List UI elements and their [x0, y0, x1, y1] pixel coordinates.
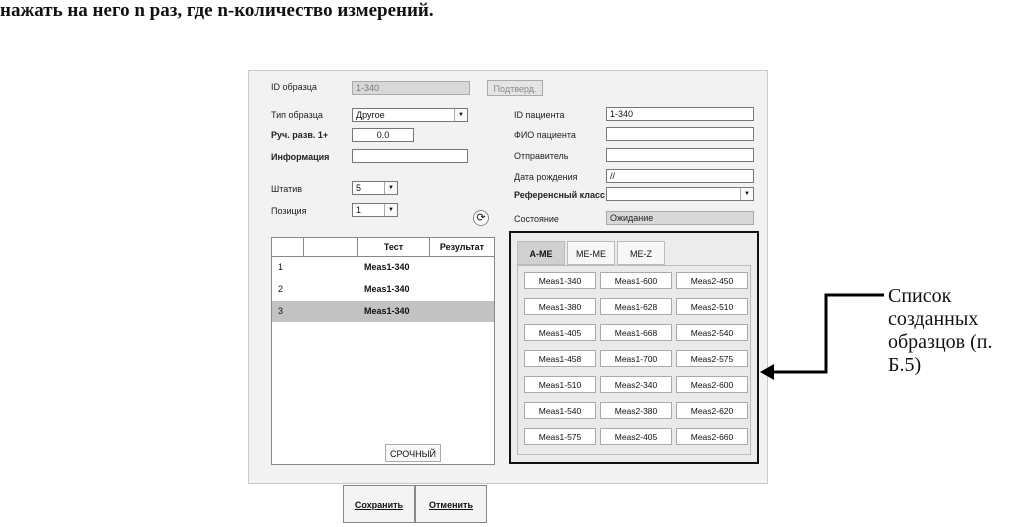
meas-button[interactable]: Meas1-575: [524, 428, 596, 445]
patient-name-label: ФИО пациента: [514, 130, 576, 140]
meas-button[interactable]: Meas2-575: [676, 350, 748, 367]
chevron-down-icon: ▼: [454, 109, 467, 121]
cancel-button[interactable]: Отменить: [415, 485, 487, 523]
annotation-text: [888, 285, 992, 377]
sample-type-value: Другое: [356, 110, 385, 120]
row-test: Meas1-340: [364, 284, 410, 294]
save-button[interactable]: Сохранить: [343, 485, 415, 523]
annotation-line: образцов (п.: [888, 331, 993, 353]
table-header-result: Результат: [439, 242, 485, 252]
table-header-test: Тест: [358, 238, 430, 256]
confirm-button[interactable]: Подтверд.: [487, 80, 543, 96]
row-test: Meas1-340: [364, 262, 410, 272]
tab-a-me[interactable]: A-ME: [517, 241, 565, 265]
tab-me-z[interactable]: ME-Z: [617, 241, 665, 265]
sender-label: Отправитель: [514, 151, 569, 161]
chevron-down-icon: ▼: [740, 188, 753, 200]
manual-dil-label: Руч. разв. 1+: [271, 130, 329, 140]
position-label: Позиция: [271, 206, 307, 216]
chevron-down-icon: ▼: [384, 204, 397, 216]
meas-button[interactable]: Meas2-540: [676, 324, 748, 341]
info-label: Информация: [271, 152, 330, 162]
tab-me-me[interactable]: ME-ME: [567, 241, 615, 265]
patient-id-field[interactable]: 1-340: [606, 107, 754, 121]
meas-button[interactable]: Meas1-340: [524, 272, 596, 289]
chevron-down-icon: ▼: [384, 182, 397, 194]
birth-date-field[interactable]: //: [606, 169, 754, 183]
meas-button[interactable]: Meas1-405: [524, 324, 596, 341]
ref-class-label: Референсный класс: [514, 190, 605, 200]
patient-id-label: ID пациента: [514, 110, 565, 120]
meas-button[interactable]: Meas2-660: [676, 428, 748, 445]
birth-date-label: Дата рождения: [514, 172, 578, 182]
meas-button[interactable]: Meas2-600: [676, 376, 748, 393]
sample-id-label: ID образца: [271, 82, 317, 92]
meas-button[interactable]: Meas2-340: [600, 376, 672, 393]
row-test: Meas1-340: [364, 306, 410, 316]
meas-button[interactable]: Meas1-668: [600, 324, 672, 341]
urgent-button[interactable]: СРОЧНЫЙ: [385, 444, 441, 462]
meas-button[interactable]: Meas2-380: [600, 402, 672, 419]
position-value: 1: [356, 205, 362, 215]
annotation-line: Б.5): [888, 354, 922, 376]
state-label: Состояние: [514, 214, 559, 224]
meas-button[interactable]: Meas1-458: [524, 350, 596, 367]
meas-button[interactable]: Meas1-600: [600, 272, 672, 289]
manual-dil-field[interactable]: 0.0: [352, 128, 414, 142]
annotation-line: Список: [888, 285, 952, 307]
rack-label: Штатив: [271, 184, 303, 194]
meas-button[interactable]: Meas1-628: [600, 298, 672, 315]
meas-button[interactable]: Meas2-450: [676, 272, 748, 289]
meas-button[interactable]: Meas1-510: [524, 376, 596, 393]
meas-button[interactable]: Meas2-510: [676, 298, 748, 315]
meas-button[interactable]: Meas1-380: [524, 298, 596, 315]
annotation-line: созданных: [888, 308, 979, 330]
row-number: 3: [278, 306, 284, 316]
rack-value: 5: [356, 183, 362, 193]
meas-button[interactable]: Meas2-405: [600, 428, 672, 445]
sample-id-field[interactable]: 1-340: [352, 81, 470, 95]
row-number: 2: [278, 284, 284, 294]
meas-button[interactable]: Meas2-620: [676, 402, 748, 419]
meas-button[interactable]: Meas1-540: [524, 402, 596, 419]
refresh-icon[interactable]: ⟳: [473, 210, 489, 226]
row-number: 1: [278, 262, 284, 272]
meas-button[interactable]: Meas1-700: [600, 350, 672, 367]
sample-type-label: Тип образца: [271, 110, 323, 120]
state-field: Ожидание: [606, 211, 754, 225]
instruction-text: нажать на него n раз, где n-количество измерений.: [0, 0, 434, 21]
